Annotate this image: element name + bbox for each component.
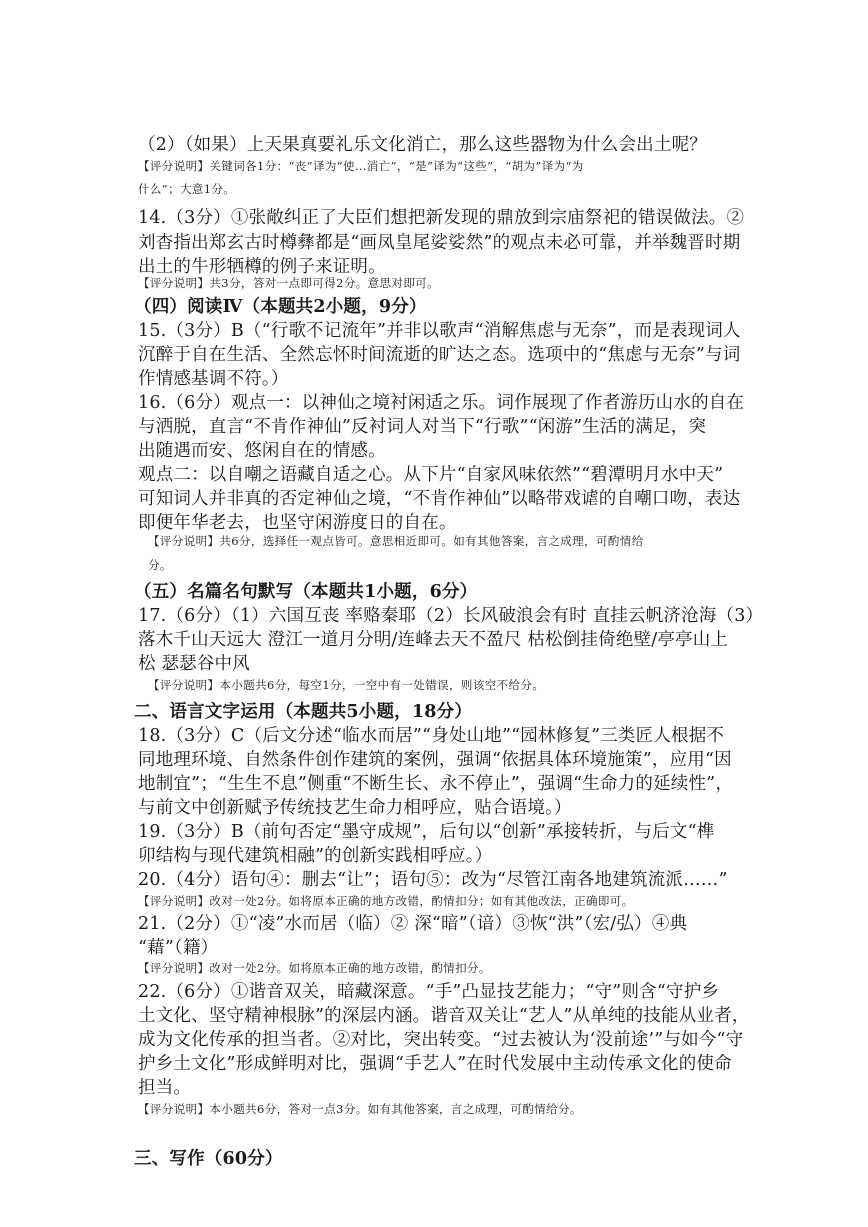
answer-14-line-1: 14.（3分）①张敞纠正了大臣们想把新发现的鼎放到宗庙祭祀的错误做法。② xyxy=(138,208,745,228)
answer-16-line-3: 出随遇而安、悠闲自在的情感。 xyxy=(138,441,386,461)
answer-22-line-4: 护乡土文化”形成鲜明对比，强调“手艺人”在时代发展中主动传承文化的使命 xyxy=(138,1054,732,1074)
scoring-note-20: 【评分说明】改对一处2分。如将原本正确的地方改错，酌情扣分；如有其他改法，正确即可。 xyxy=(138,894,634,908)
answer-16-line-1: 16.（6分）观点一：以神仙之境衬闲适之乐。词作展现了作者游历山水的自在 xyxy=(138,393,745,413)
section-heading-reading-4: （四）阅读Ⅳ（本题共2小题，9分） xyxy=(134,297,427,317)
answer-22-line-1: 22.（6分）①谐音双关，暗藏深意。“手”凸显技艺能力；“守”则含“守护乡 xyxy=(138,982,720,1002)
answer-19-line-1: 19.（3分）B（前句否定“墨守成规”，后句以“创新”承接转折，与后文“榫 xyxy=(138,822,715,842)
answer-21-line-2: “藉”（籍） xyxy=(138,938,219,958)
scoring-note-13: 【评分说明】关键词各1分：“丧”译为“使…消亡”，“是”译为“这些”，“胡为”译为“为 xyxy=(138,159,584,173)
answer-14-line-2: 刘杳指出郑玄古时樽彝都是“画凤皇尾娑娑然”的观点未必可靠，并举魏晋时期 xyxy=(138,233,741,253)
scoring-note-17: 【评分说明】本小题共6分，每空1分，一空中有一处错误，则该空不给分。 xyxy=(148,678,545,692)
answer-15-line-1: 15.（3分）B（“行歌不记流年”并非以歌声“消解焦虑与无奈”，而是表现词人 xyxy=(138,321,741,341)
section-heading-language-use: 二、语言文字运用（本题共5小题，18分） xyxy=(134,702,473,722)
answer-16-line-2: 与洒脱，直言“不肯作神仙”反衬词人对当下“行歌”“闲游”生活的满足，突 xyxy=(138,417,707,437)
section-heading-recitation: （五）名篇名句默写（本题共1小题，6分） xyxy=(134,582,478,602)
scoring-note-22: 【评分说明】本小题共6分，答对一点3分。如有其他答案，言之成理，可酌情给分。 xyxy=(138,1102,582,1116)
answer-19-line-2: 卯结构与现代建筑相融”的创新实践相呼应。） xyxy=(138,846,493,866)
section-heading-writing: 三、写作（60分） xyxy=(134,1149,283,1169)
answer-16-line-4: 观点二：以自嘲之语藏自适之心。从下片“自家风味依然”“碧潭明月水中天” xyxy=(138,465,724,485)
answer-18-line-4: 与前文中创新赋予传统技艺生命力相呼应，贴合语境。） xyxy=(138,798,572,818)
scoring-note-21: 【评分说明】改对一处2分。如将原本正确的地方改错，酌情扣分。 xyxy=(138,961,491,975)
answer-15-line-2: 沉醉于自在生活、全然忘怀时间流逝的旷达之态。选项中的“焦虑与无奈”与词 xyxy=(138,345,741,365)
answer-17-line-2: 落木千山天远大 澄江一道月分明/连峰去天不盈尺 枯松倒挂倚绝壁/亭亭山上 xyxy=(138,630,729,650)
answer-17-line-3: 松 瑟瑟谷中风 xyxy=(138,654,250,674)
answer-18-line-1: 18.（3分）C（后文分述“临水而居”“身处山地”“园林修复”三类匠人根据不 xyxy=(138,726,725,746)
answer-17-line-1: 17.（6分）（1）六国互丧 率赂秦耶（2）长风破浪会有时 直挂云帆济沧海（3） xyxy=(138,606,764,626)
answer-22-line-2: 土文化、坚守精神根脉”的深层内涵。谐音双关让“艺人”从单纯的技能从业者， xyxy=(138,1006,750,1026)
scoring-note-16: 【评分说明】共6分，选择任一观点皆可。意思相近即可。如有其他答案，言之成理，可酌情给 xyxy=(148,534,644,548)
answer-18-line-3: 地制宜”；“生生不息”侧重“不断生长、永不停止”，强调“生命力的延续性”， xyxy=(138,774,734,794)
answer-22-line-5: 担当。 xyxy=(138,1078,192,1098)
answer-20-line-1: 20.（4分）语句④：删去“让”；语句⑤：改为“尽管江南各地建筑流派……” xyxy=(138,870,728,890)
answer-15-line-3: 作情感基调不符。） xyxy=(138,369,289,389)
answer-line-13-2: （2）（如果）上天果真要礼乐文化消亡，那么这些器物为什么会出土呢？ xyxy=(138,135,707,155)
answer-16-line-6: 即便年华老去，也坚守闲游度日的自在。 xyxy=(138,513,457,533)
answer-22-line-3: 成为文化传承的担当者。②对比，突出转变。“过去被认为‘没前途’”与如今“守 xyxy=(138,1030,744,1050)
answer-14-line-3: 出土的牛形牺樽的例子来证明。 xyxy=(138,257,386,277)
scoring-note-13-cont: 什么”；大意1分。 xyxy=(138,182,236,196)
answer-18-line-2: 同地理环境、自然条件创作建筑的案例，强调“依据具体环境施策”，应用“因 xyxy=(138,750,732,770)
scoring-note-16-cont: 分。 xyxy=(148,558,172,572)
answer-21-line-1: 21.（2分）①“凌”水而居（临）② 深“暗”（谙）③恢“洪”（宏/弘）④典 xyxy=(138,914,688,934)
scoring-note-14: 【评分说明】共3分，答对一点即可得2分。意思对即可。 xyxy=(138,276,440,290)
answer-16-line-5: 可知词人并非真的否定神仙之境，“不肯作神仙”以略带戏谑的自嘲口吻，表达 xyxy=(138,489,741,509)
